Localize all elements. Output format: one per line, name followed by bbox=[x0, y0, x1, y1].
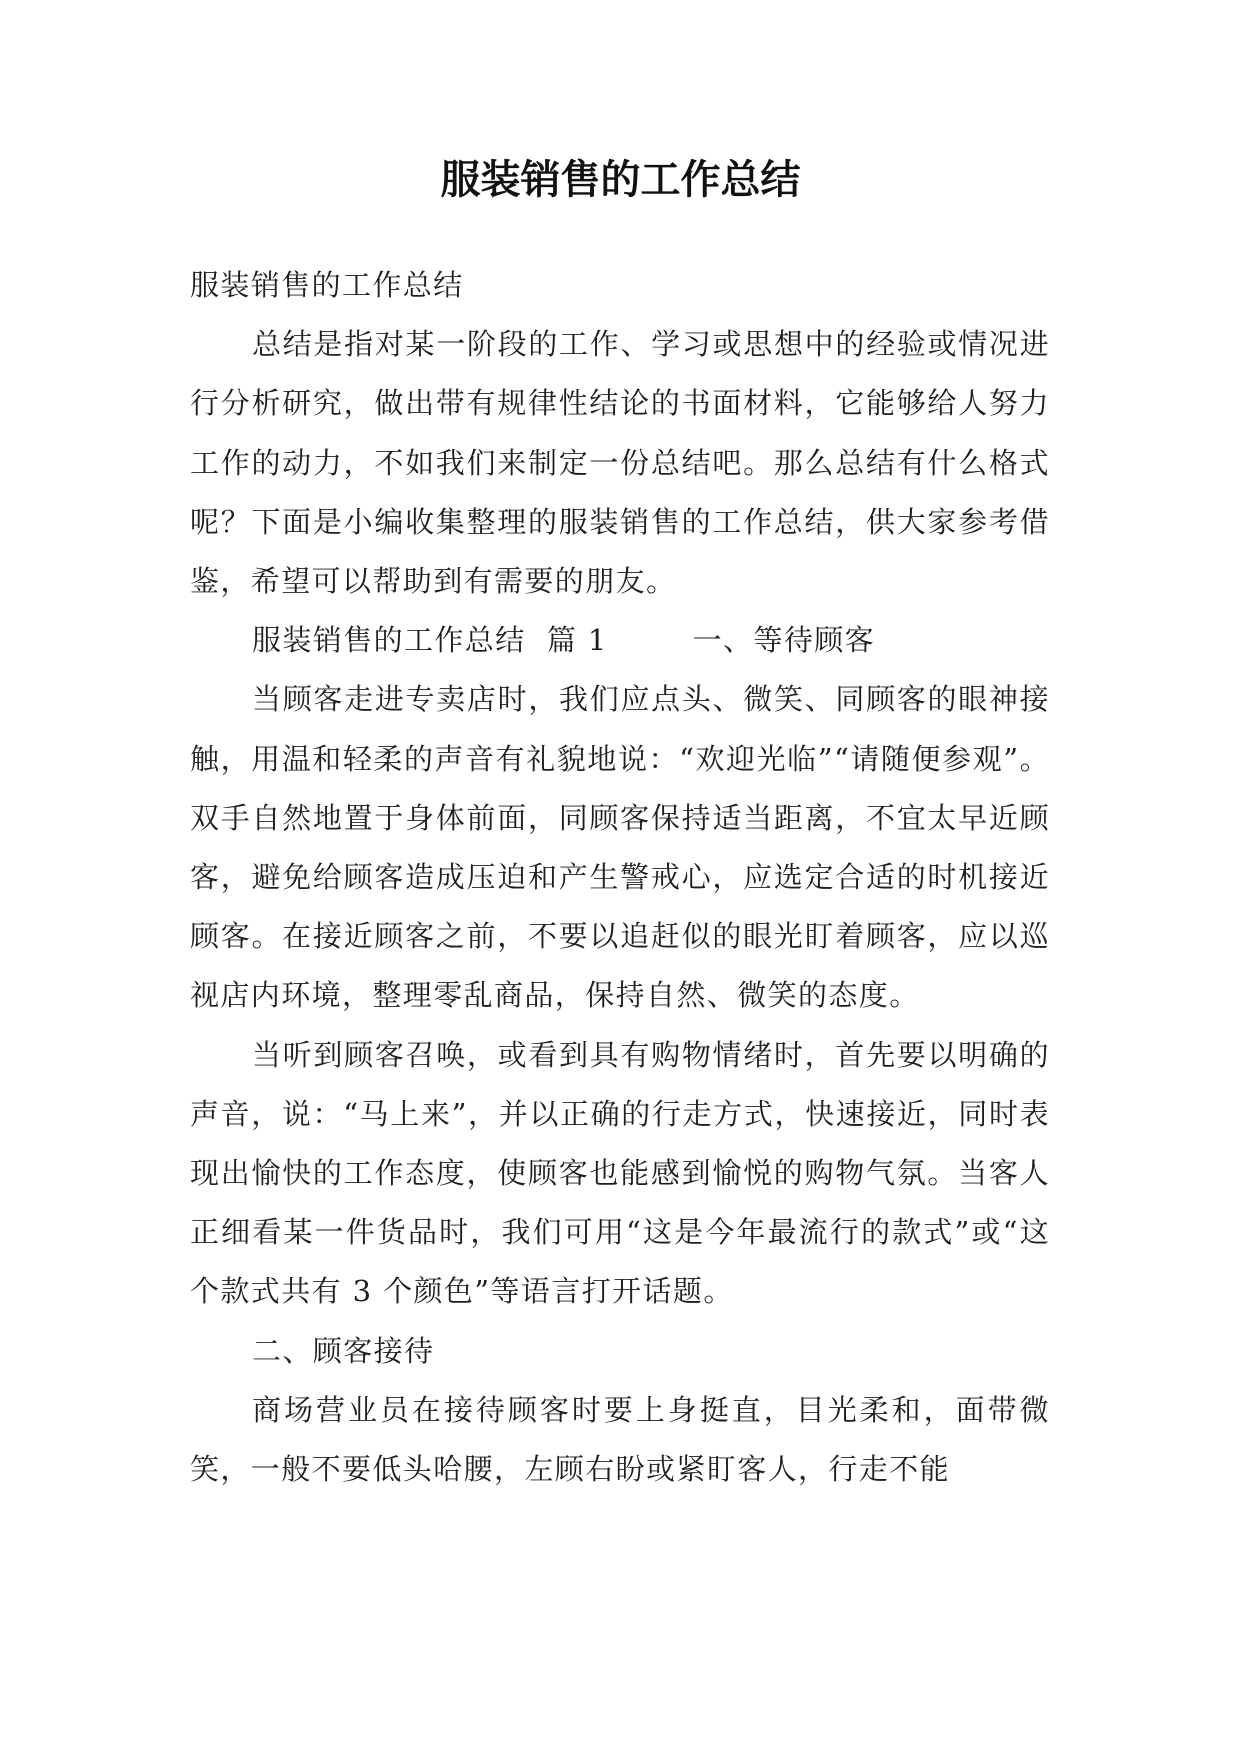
section-heading-part-1: 服装销售的工作总结 篇 1 一、等待顾客 bbox=[252, 623, 876, 658]
document-body bbox=[190, 256, 1050, 1499]
document-subtitle: 服装销售的工作总结 bbox=[190, 268, 464, 302]
section-heading-reception: 二、顾客接待 bbox=[252, 1333, 435, 1368]
paragraph-greeting: 当顾客走进专卖店时，我们应点头、微笑、同顾客的眼神接触，用温和轻柔的声音有礼貌地说：“欢迎光临”“请随便参观”。双手自然地置于身体前面，同顾客保持适当距离，不宜太早近顾客，避免给顾客造成压迫和产生警戒心，应选定合适的时机接近顾客。在接近顾客之前，不要以追赶似的眼光盯着顾客，应以巡视店内环境，整理零乱商品，保持自然、微笑的态度。 bbox=[190, 682, 1050, 1013]
intro-paragraph: 总结是指对某一阶段的工作、学习或思想中的经验或情况进行分析研究，做出带有规律性结论的书面材料，它能够给人努力工作的动力，不如我们来制定一份总结吧。那么总结有什么格式呢？下面是小编收集整理的服装销售的工作总结，供大家参考借鉴，希望可以帮助到有需要的朋友。 bbox=[190, 327, 1050, 599]
paragraph-reception: 商场营业员在接待顾客时要上身挺直，目光柔和，面带微笑，一般不要低头哈腰，左顾右盼或紧盯客人，行走不能 bbox=[190, 1392, 1050, 1487]
document-title: 服装销售的工作总结 bbox=[440, 157, 801, 203]
paragraph-approach: 当听到顾客召唤，或看到具有购物情绪时，首先要以明确的声音，说：“马上来”，并以正确的行走方式，快速接近，同时表现出愉快的工作态度，使顾客也能感到愉悦的购物气氛。当客人正细看某一件货品时，我们可用“这是今年最流行的款式”或“这个款式共有 3 个颜色”等语言打开话题。 bbox=[190, 1037, 1050, 1309]
